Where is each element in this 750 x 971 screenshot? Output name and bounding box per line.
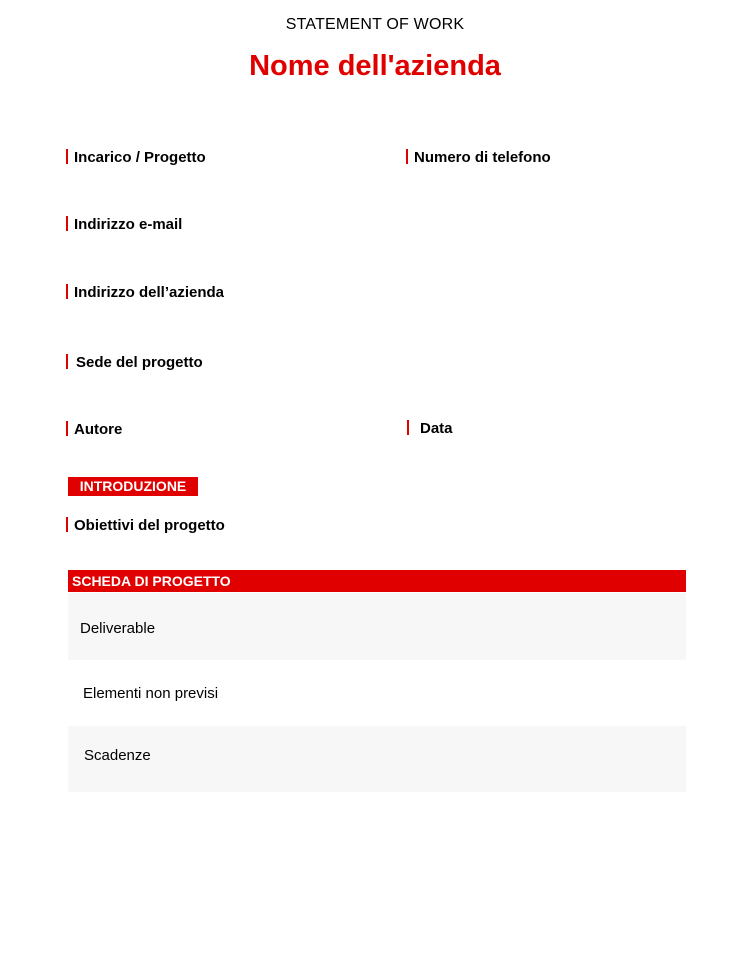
field-marker <box>406 149 408 164</box>
field-company-address <box>66 284 224 302</box>
field-label: Indirizzo e-mail <box>74 216 183 233</box>
field-label: Sede del progetto <box>76 354 203 371</box>
field-phone <box>406 149 551 167</box>
field-marker <box>66 149 68 164</box>
field-marker <box>66 354 68 369</box>
company-name: Nome dell'azienda <box>249 50 501 82</box>
field-marker <box>66 517 68 532</box>
field-project-objectives <box>66 517 225 535</box>
field-email <box>66 216 182 234</box>
field-label: Indirizzo dell’azienda <box>74 284 225 301</box>
field-label: Numero di telefono <box>414 149 551 166</box>
project-sheet-row-exclusions <box>68 660 686 726</box>
introduction-section-tag: INTRODUZIONE <box>68 477 198 496</box>
field-label: Obiettivi del progetto <box>74 517 225 534</box>
project-sheet-row-deadlines <box>68 726 686 792</box>
field-date <box>407 420 453 438</box>
project-sheet-row-deliverables <box>68 593 686 660</box>
field-marker <box>66 284 68 299</box>
row-label: Elementi non previsi <box>83 685 219 702</box>
project-sheet-header: SCHEDA DI PROGETTO <box>68 570 686 592</box>
field-label: Incarico / Progetto <box>74 149 206 166</box>
field-assignment <box>66 149 206 167</box>
row-label: Deliverable <box>80 620 156 637</box>
field-marker <box>66 216 68 231</box>
row-label: Scadenze <box>84 747 151 764</box>
field-marker <box>407 420 409 435</box>
field-author <box>66 421 122 439</box>
field-marker <box>66 421 68 436</box>
document-type-title: STATEMENT OF WORK <box>285 16 465 33</box>
field-label: Data <box>420 420 453 437</box>
field-project-site <box>66 354 203 372</box>
field-label: Autore <box>74 421 123 438</box>
